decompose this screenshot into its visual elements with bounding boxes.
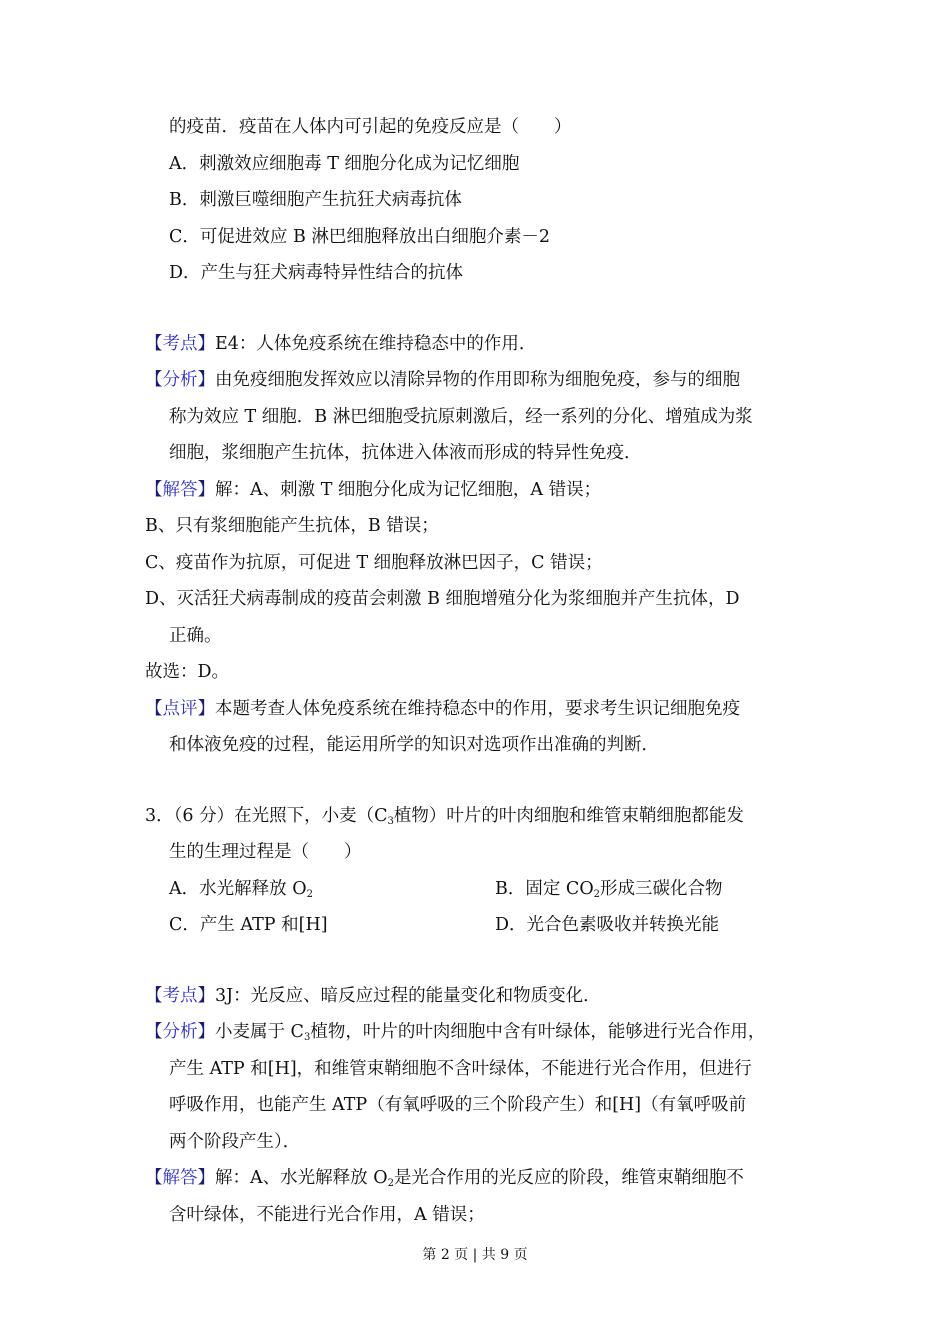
text-line [0,182,950,219]
text-line [0,146,950,183]
bracket-open: 【 [145,333,163,354]
text-run: 3．（6 分）在光照下，小麦（C [145,805,388,826]
section-label-考点: 考点 [162,333,198,354]
text-run: B．固定 CO [495,878,594,899]
text-line [0,798,950,835]
text-line [0,1087,950,1124]
text-line [0,326,950,363]
text-line [0,1014,950,1051]
bracket-open: 【 [145,985,163,1006]
bracket-open: 【 [145,370,163,390]
text-line [0,472,950,509]
text-line [0,435,950,472]
text-line [0,1160,950,1197]
option-row [0,871,950,908]
text-line [0,399,950,436]
text-run: 含叶绿体，不能进行光合作用，A 错误； [169,1204,485,1225]
text-line [0,255,950,292]
bracket-close: 】 [197,333,215,354]
section-label-分析: 分析 [162,1022,198,1042]
text-run: 由免疫细胞发挥效应以清除异物的作用即称为细胞免疫，参与的细胞 [215,370,740,390]
text-run: 是光合作用的光反应的阶段，维管束鞘细胞不 [393,1168,744,1188]
text-line [0,978,950,1015]
text-run: A．刺激效应细胞毒 T 细胞分化成为记忆细胞 [169,153,520,174]
text-line [0,1051,950,1088]
text-line [0,219,950,256]
text-run: E4：人体免疫系统在维持稳态中的作用． [215,333,537,354]
text-run: C．产生 ATP 和[H] [169,915,328,935]
text-run: 小麦属于 C [215,1022,304,1042]
text-run: 产生 ATP 和[H]，和维管束鞘细胞不含叶绿体，不能进行光合作用，但进行 [169,1058,752,1079]
text-run: 和体液免疫的过程，能运用所学的知识对选项作出准确的判断． [169,735,659,755]
bracket-open: 【 [145,1168,163,1188]
bracket-close: 】 [197,1168,215,1188]
bracket-close: 】 [197,1022,215,1042]
bracket-close: 】 [197,479,215,500]
text-line [0,545,950,582]
text-line [0,691,950,728]
text-run: D．产生与狂犬病毒特异性结合的抗体 [169,263,464,283]
section-block [0,798,950,944]
text-line [0,581,950,618]
bracket-close: 】 [197,370,215,390]
section-label-点评: 点评 [162,698,198,719]
text-line [0,834,950,871]
text-line [0,508,950,545]
section-block [0,326,950,764]
text-run: 两个阶段产生）． [169,1131,301,1152]
text-run: C．可促进效应 B 淋巴细胞释放出白细胞介素－2 [169,226,551,247]
text-run: 的疫苗．疫苗在人体内可引起的免疫反应是（ ） [169,117,572,137]
bracket-close: 】 [197,698,215,719]
text-run: B．刺激巨噬细胞产生抗狂犬病毒抗体 [169,190,462,210]
option-row [0,907,950,944]
text-run: 植物，叶片的叶肉细胞中含有叶绿体，能够进行光合作用， [310,1022,766,1042]
text-run: 细胞，浆细胞产生抗体，抗体进入体液而形成的特异性免疫． [169,443,642,463]
page-footer: 第 2 页 | 共 9 页 [422,1247,528,1263]
text-line [0,1124,950,1161]
text-run: 解：A、刺激 T 细胞分化成为记忆细胞，A 错误； [215,479,602,500]
text-run: 正确。 [169,625,222,646]
text-run: A．水光解释放 O [169,878,307,899]
text-run: 故选：D。 [145,662,230,682]
text-line [0,618,950,655]
section-label-解答: 解答 [162,479,198,500]
subscript: 2 [306,888,313,900]
text-run: C、疫苗作为抗原，可促进 T 细胞释放淋巴因子，C 错误； [145,552,603,573]
text-run: B、只有浆细胞能产生抗体，B 错误； [145,516,439,536]
subscript: 3 [387,815,394,827]
section-label-解答: 解答 [162,1168,198,1188]
bracket-open: 【 [145,479,163,500]
text-run: D、灭活狂犬病毒制成的疫苗会刺激 B 细胞增殖分化为浆细胞并产生抗体，D [145,589,740,609]
text-run: D．光合色素吸收并转换光能 [495,915,720,935]
text-line [0,362,950,399]
section-label-分析: 分析 [162,370,198,390]
bracket-open: 【 [145,698,163,719]
text-line [0,1197,950,1234]
text-run: 解：A、水光解释放 O [215,1168,388,1188]
section-block [0,109,950,292]
text-run: 形成三碳化合物 [600,878,723,899]
bracket-close: 】 [197,985,215,1006]
text-line [0,654,950,691]
text-run: 呼吸作用，也能产生 ATP（有氧呼吸的三个阶段产生）和[H]（有氧呼吸前 [169,1095,747,1115]
subscript: 2 [593,888,601,900]
text-line [0,109,950,146]
document-page [0,109,950,1267]
subscript: 3 [303,1032,311,1043]
section-label-考点: 考点 [162,985,198,1006]
subscript: 2 [387,1178,394,1189]
text-run: 称为效应 T 细胞．B 淋巴细胞受抗原刺激后，经一系列的分化、增殖成为浆 [169,406,753,427]
text-run: 生的生理过程是（ ） [169,842,362,862]
section-block [0,978,950,1234]
text-run: 本题考查人体免疫系统在维持稳态中的作用，要求考生识记细胞免疫 [215,698,740,719]
option-right [495,871,723,908]
text-run: 3J：光反应、暗反应过程的能量变化和物质变化． [215,985,601,1006]
text-run: 植物）叶片的叶肉细胞和维管束鞘细胞都能发 [393,805,744,826]
bracket-open: 【 [145,1022,163,1042]
text-line [0,727,950,764]
option-right [495,907,719,944]
